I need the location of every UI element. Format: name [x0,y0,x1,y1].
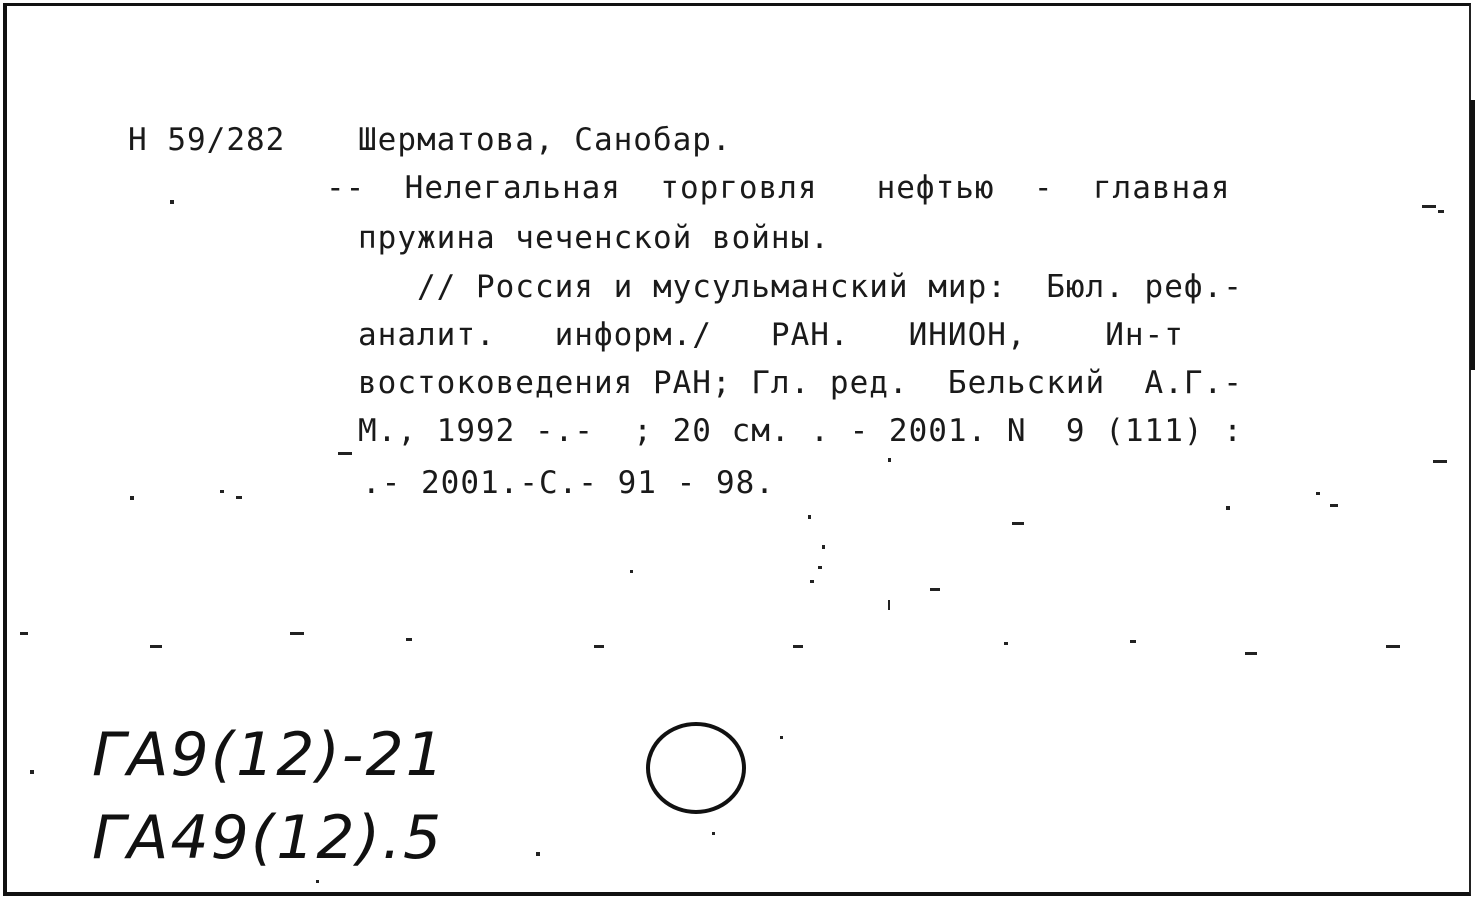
speck [1422,205,1436,208]
speck [1226,506,1230,510]
speck [888,600,890,610]
author-name: Шерматова, Санобар. [358,122,732,158]
call-number: Н 59/282 [128,122,286,158]
speck [1438,210,1444,213]
speck [20,632,28,635]
speck [30,770,34,774]
source-line-3: востоковедения РАН; Гл. ред. Бельский А.Г.- [358,365,1243,401]
speck [1012,522,1024,525]
speck [150,645,162,648]
speck [930,588,940,591]
speck [1004,642,1008,645]
speck [1130,640,1136,643]
speck [236,496,242,499]
speck [810,580,814,583]
handwritten-code-2: ГА49(12).5 [92,803,444,873]
speck [406,638,412,641]
source-line-1: // Россия и мусульманский мир: Бюл. реф.- [358,269,1243,305]
speck [793,645,803,648]
speck [1316,492,1320,495]
speck [818,566,822,569]
card-edge-mark [1470,100,1475,370]
speck [338,452,352,455]
speck [1330,504,1338,507]
speck [130,496,134,500]
source-line-2: аналит. информ./ РАН. ИНИОН, Ин-т [358,317,1184,353]
speck [808,515,811,519]
pages-line: .- 2001.-С.- 91 - 98. [362,465,775,501]
speck [290,632,304,635]
speck [316,880,319,883]
speck [780,736,783,739]
speck [220,490,224,493]
speck [712,832,715,835]
source-line-4: М., 1992 -.- ; 20 см. . - 2001. N 9 (111) : [358,413,1243,449]
speck [594,645,604,648]
speck [1386,645,1400,648]
title-line-2: пружина чеченской войны. [358,220,830,256]
speck [888,458,891,462]
speck [170,200,174,204]
title-line-1: -- Нелегальная торговля нефтью - главная [326,170,1231,206]
speck [536,852,540,856]
speck [1433,460,1447,463]
speck [822,545,825,549]
speck [630,570,633,573]
speck [1245,652,1257,655]
handwritten-code-1: ГА9(12)-21 [92,720,446,790]
drawn-circle-mark [640,715,760,825]
